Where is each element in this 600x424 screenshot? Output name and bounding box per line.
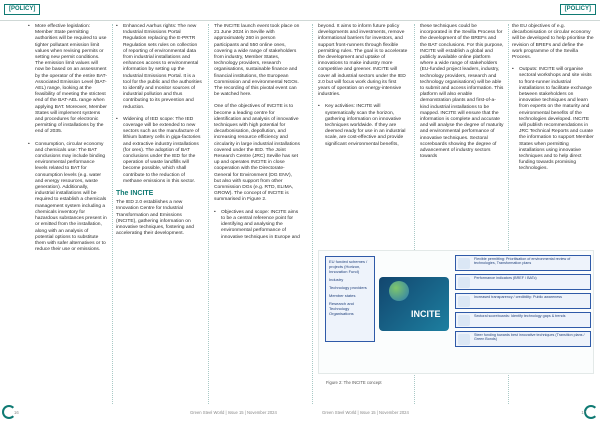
indicator-icon [458,277,470,288]
stakeholder-item: Industry [329,277,344,282]
logo-swirl-icon [584,405,598,419]
column-divider [208,24,209,404]
section-heading-incite: The INCITE [116,190,154,198]
globe-icon [389,281,409,301]
outcome-item [455,293,591,309]
paragraph-objectives: One of the objectives of INCITE is to become a leading centre for identification and analysis of innovative techniques with high potential for decarbonisation, depollution, and increasing resource efficiency and circularity in large industrial installations covered under the IED. The Joint Research Centre (JRC) Seville has set up and operates INCITE in close cooperation with the Directorate-General for Environment (DG ENV), but also with support from other Commission DGs (e.g. RTD, ELIMA, GROW). The concept of INCITE is summarised in Figure 2. [214,104,300,203]
outcome-text: Steer funding towards best innovative techniques (Transition plans / Green Bonds) [474,333,585,342]
outcome-text: Increased transparency / credibility: Public awareness [474,295,562,299]
paragraph-eu-objectives: the EU objectives of e.g. decarbonisation or circular economy will be developed to help prioritise the revision of BREFs and define the work programme of the Sevilla Process. [512,24,594,61]
column-2 [116,24,202,244]
paragraph-launch-event: The INCITE launch event took place on 21 June 2024 in Seville with approximately 260 in person participants and 550 online ones, covering a wide range of stakeholders from industry, Member States, technology providers, research organisations, sustainable finance and financial institutions, the European Commission and environmental NGOs. The recording of this pivotal event can be watched here. [214,24,300,98]
stakeholder-item: Research and Technology Organisations [329,301,354,316]
outcome-text: Performance indicators (BREF / BATc) [474,276,537,280]
bullet-ied-scope: • Widening of IED scope: The IED coverage will be extended to new sectors such as the manufacture of lithium battery cells in giga-factories and extractive industry installations (for ores). The adoption of BAT conclusions under the IED for the operation of waste landfills will become possible, which shall contribute to the reduction of methane emissions in this sector. [116,117,202,185]
scoreboard-icon [458,315,470,326]
outcome-text: Sectoral scoreboards: Identify technology gaps & trends [474,314,566,318]
bullet-key-activities: • Key activities: INCITE will systematically scan the horizon, gathering information on innovative techniques worldwide. If they are deemed ready for use in an industrial scale, are cost-effective and provide significant environmental benefits, [318,104,408,147]
bullet-consumption: • Consumption, circular economy and chemicals use: The BAT conclusions may include binding environmental performance levels related to BAT for consumption levels (e.g. water and energy resources, waste generation). Additionally, industrial installations will be required to establish a chemicals management system including a chemicals inventory for hazardous substances present in or emitted from the installation, along with an analysis of potential options to substitute them with safer alternatives or to reduce their use or emissions. [28,142,108,254]
incite-concept-figure [318,250,594,374]
section-tag-left: [POLICY] [4,4,40,15]
bullet-objectives-scope: • Objectives and scope: INCITE aims to be a central reference point for identifying and analysing the environmental performance of innovative techniques in Europe and [214,210,300,241]
column-divider [312,24,313,404]
outcome-item [455,274,591,290]
column-3 [214,24,300,247]
stakeholder-item: Member states [329,293,356,298]
publication-info-left: Green Steel World | Issue 15 | November 2024 [190,410,277,415]
figure-caption: Figure 2: The INCITE concept [326,380,382,385]
funding-icon [458,334,470,345]
permit-icon [458,258,470,269]
incite-hub-label: INCITE [411,309,441,319]
outcome-text: Flexible permitting: Prioritisation of environmental review of technologies, Transformation plans [474,257,571,266]
outcome-item [455,255,591,271]
column-divider [112,24,113,404]
outcome-list [455,255,591,350]
outcome-item [455,331,591,347]
bullet-aarhus: • Enhanced Aarhus rights: The new Industrial Emissions Portal Regulation replacing the E-PRTR Regulation sets rules on collection of reporting of environmental data from industrial installations and enhances access to environmental information by setting up the Industrial Emissions Portal. It is a tool for the public and the authorities to identify and monitor sources of industrial pollution and thus contributing to its prevention and reduction. [116,24,202,111]
publication-info-right: Green Steel World | Issue 15 | November 2024 [322,410,409,415]
column-5 [420,24,504,166]
column-4 [318,24,408,154]
page-number-right: 17 [581,410,586,415]
stakeholder-item: EU funded schemes / projects (Horizon, Innovation Fund) [329,259,368,274]
page-number-left: 16 [14,410,19,415]
paragraph-continued: beyond. It aims to inform future policy developments and investments, remove informational barriers for investors, and support front-runners through flexible permitting rules. The goal is to accelerate the development and uptake of innovations to make industry more competitive and greener. INCITE will cover all industrial sectors under the IED 2.0 but will focus work during its first years of operation on energy-intensive industries. [318,24,408,98]
section-tag-right: [POLICY] [560,4,596,15]
transparency-icon [458,296,470,307]
column-1 [28,24,108,259]
header-rule [0,20,600,21]
paragraph-techniques: these techniques could be incorporated in the Sevilla Process for the development of the BREFs and the BAT conclusions. For this purpose, INCITE will establish a global and publicly available online platform where a wide range of stakeholders (EU-funded project leaders, industry, technology providers, research and technology organisations) will be able to submit and access information. This platform will also enable demonstration plants and first-of-a-kind industrial installations to be mapped. INCITE will ensure that the information is complete and accurate and will analyse the degree of maturity and environmental performance of innovative techniques. Sectoral scoreboards showing the degree of advancement of industry sectors towards [420,24,504,160]
bullet-legislation: • More effective legislation: Member State permitting authorities will be required to use tighter pollutant emission limit values when revising permits or setting new permit conditions. The emission limit values will now be based on an assessment by the operator of the entire BAT-Associated Emission Level (BAT-AEL) range, looking at the feasibility of meeting the strictest end of the BAT-AEL range when applying BAT. Moreover, Member States will implement systems and procedures for electronic permitting of installations by the end of 2035. [28,24,108,136]
stakeholder-item: Technology providers [329,285,367,290]
bullet-outputs: • Outputs: INCITE will organise sectoral workshops and site visits to front-runner industrial installations to facilitate exchange between stakeholders on innovative techniques and learn from experts on the maturity and environmental benefits of the technologies developed. INCITE will publish recommendations in JRC Technical Reports and curate the information to support Member States when permitting installations using innovative techniques and to help direct funding towards promising technologies. [512,67,594,172]
column-6 [512,24,594,179]
stakeholder-list [325,256,375,342]
incite-intro: The IED 2.0 establishes a new Innovation Centre for Industrial Transformation and Emissions (INCITE), gathering information on innovative techniques, fostering and accelerating their development. [116,200,195,237]
outcome-item [455,312,591,328]
